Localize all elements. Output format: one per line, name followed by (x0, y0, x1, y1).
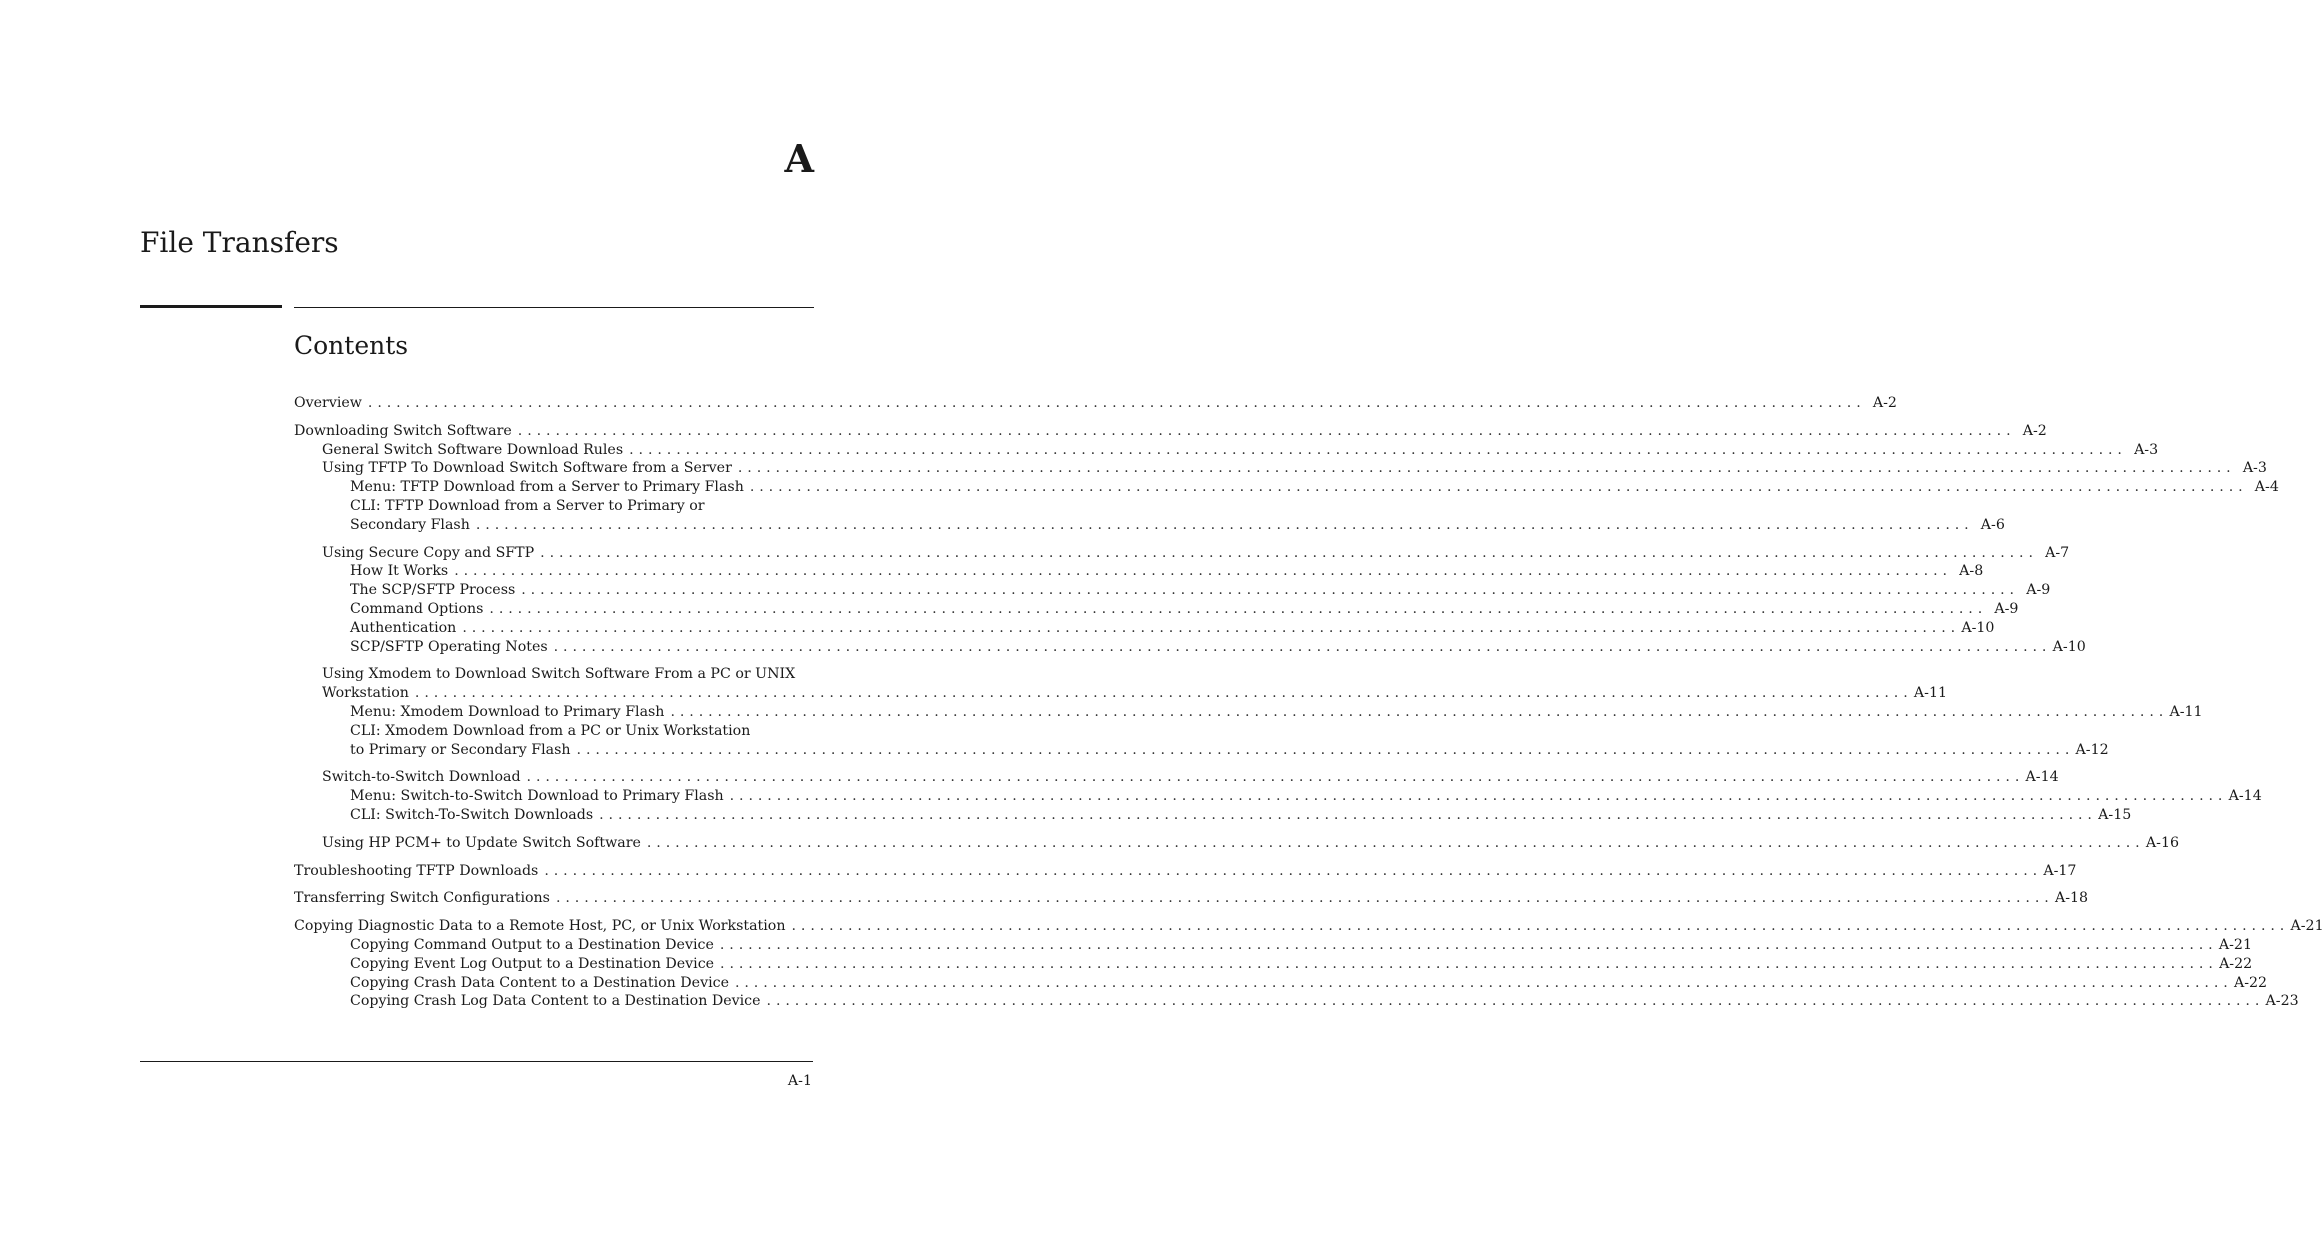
toc-leader-dots (785, 917, 2290, 936)
toc-leader-dots (571, 741, 2076, 760)
toc-entry[interactable] (294, 422, 2047, 441)
toc-entry-page: A-4 (2254, 479, 2279, 496)
toc-entry-page: A-16 (2145, 834, 2179, 851)
toc-entry[interactable] (294, 936, 2252, 955)
toc-entry-page: A-2 (2022, 422, 2047, 439)
toc-entry[interactable] (294, 889, 2089, 908)
toc-entry[interactable] (294, 768, 2059, 787)
toc-entry-title: Overview (294, 395, 362, 411)
toc-entry-page: A-11 (1913, 685, 1948, 702)
toc-entry[interactable] (294, 544, 2070, 563)
toc-leader-dots (538, 862, 2043, 881)
toc-entry-title: Troubleshooting TFTP Downloads (294, 862, 539, 879)
toc-entry-title: Authentication (350, 619, 457, 636)
toc-entry-page: A-6 (1980, 516, 2005, 533)
toc-entry[interactable] (294, 478, 2279, 497)
toc-leader-dots (664, 703, 2169, 722)
toc-entry-title: CLI: TFTP Download from a Server to Primary or (350, 497, 705, 514)
toc-entry[interactable] (294, 619, 1995, 638)
toc-entry[interactable] (294, 917, 2324, 936)
toc-entry[interactable] (294, 834, 2179, 853)
toc-leader-dots (456, 619, 1961, 638)
toc-entry[interactable] (294, 459, 2267, 478)
toc-entry-title: Menu: Xmodem Download to Primary Flash (350, 703, 665, 720)
toc-entry-page: A-22 (2233, 974, 2268, 991)
toc-entry-title: Copying Diagnostic Data to a Remote Host, PC, or Unix Workstation (294, 918, 786, 935)
toc-entry-title: Copying Event Log Output to a Destination Device (350, 955, 715, 972)
toc-entry[interactable] (294, 497, 2005, 535)
toc-entry-page: A-2 (1872, 395, 1897, 411)
table-of-contents (294, 394, 2324, 1011)
toc-entry-title: Using HP PCM+ to Update Switch Software (322, 834, 641, 851)
toc-entry[interactable] (294, 638, 2086, 657)
toc-leader-dots (362, 394, 1867, 413)
toc-entry-title: Copying Crash Log Data Content to a Destination Device (350, 993, 761, 1010)
toc-entry-title: Using TFTP To Download Switch Software from a Server (322, 460, 732, 477)
contents-heading: Contents (294, 331, 409, 360)
toc-entry-title: Menu: Switch-to-Switch Download to Primary Flash (350, 788, 724, 805)
toc-entry-page: A-15 (2098, 806, 2132, 823)
footer-rule (140, 1061, 813, 1062)
toc-leader-dots (515, 581, 2020, 600)
toc-leader-dots (732, 459, 2237, 478)
toc-leader-dots (729, 974, 2234, 993)
toc-leader-dots (409, 684, 1914, 703)
toc-entry[interactable] (294, 581, 2051, 600)
toc-entry[interactable] (294, 974, 2268, 993)
toc-leader-dots (593, 806, 2098, 825)
toc-entry-page: A-9 (1994, 600, 2019, 617)
chapter-title: File Transfers (140, 226, 339, 259)
toc-entry-page: A-10 (2052, 638, 2086, 655)
toc-entry-page: A-8 (1959, 563, 1984, 580)
toc-entry-page: A-21 (2290, 918, 2324, 935)
toc-entry-title: Secondary Flash (350, 516, 470, 533)
chapter-letter: A (784, 136, 814, 181)
toc-entry[interactable] (294, 955, 2253, 974)
toc-entry-title: to Primary or Secondary Flash (350, 741, 571, 758)
toc-entry-title: Switch-to-Switch Download (322, 769, 521, 786)
toc-entry-title: Transferring Switch Configurations (294, 890, 550, 907)
toc-entry-title: CLI: Xmodem Download from a PC or Unix Workstation (350, 722, 751, 739)
toc-leader-dots (714, 936, 2219, 955)
toc-entry-title: Workstation (322, 685, 409, 702)
toc-entry-page: A-18 (2054, 890, 2089, 907)
toc-entry-title: Copying Command Output to a Destination Device (350, 936, 714, 953)
toc-entry[interactable] (294, 862, 2077, 881)
toc-entry-title: Copying Crash Data Content to a Destination Device (350, 974, 729, 991)
toc-leader-dots (512, 422, 2017, 441)
toc-entry-title: General Switch Software Download Rules (322, 441, 624, 458)
toc-entry[interactable] (294, 722, 2109, 760)
toc-entry-title: Using Xmodem to Download Switch Software From a PC or UNIX (322, 666, 796, 683)
toc-leader-dots (534, 544, 2039, 563)
toc-leader-dots (470, 516, 1975, 535)
toc-entry[interactable] (294, 992, 2299, 1011)
toc-entry[interactable] (294, 806, 2132, 825)
toc-entry-title: Using Secure Copy and SFTP (322, 544, 535, 561)
toc-entry[interactable] (294, 562, 1984, 581)
toc-entry[interactable] (294, 600, 2019, 619)
chapter-rule-thin (294, 307, 814, 308)
toc-leader-dots (623, 441, 2128, 460)
toc-entry-page: A-11 (2169, 703, 2203, 720)
toc-entry-title: Downloading Switch Software (294, 422, 512, 439)
toc-entry[interactable] (294, 703, 2203, 722)
toc-leader-dots (550, 889, 2055, 908)
toc-entry-title: CLI: Switch-To-Switch Downloads (350, 806, 594, 823)
toc-entry-page: A-10 (1961, 619, 1995, 636)
toc-entry-page: A-3 (2242, 460, 2267, 477)
toc-leader-dots (483, 600, 1988, 619)
toc-entry-title: The SCP/SFTP Process (350, 582, 516, 599)
toc-entry-page: A-7 (2045, 544, 2070, 561)
toc-entry-page: A-3 (2134, 441, 2159, 458)
toc-entry-page: A-12 (2075, 741, 2109, 758)
chapter-rule-thick (140, 305, 282, 308)
toc-leader-dots (521, 768, 2026, 787)
toc-entry-title: How It Works (350, 563, 449, 580)
toc-entry[interactable] (294, 787, 2262, 806)
toc-entry[interactable] (294, 394, 1897, 413)
toc-leader-dots (761, 992, 2266, 1011)
toc-entry-page: A-14 (2025, 769, 2059, 786)
toc-leader-dots (448, 562, 1953, 581)
toc-entry-page: A-17 (2043, 862, 2077, 879)
toc-entry-title: SCP/SFTP Operating Notes (350, 638, 548, 655)
toc-entry-title: Command Options (350, 600, 484, 617)
toc-entry-page: A-21 (2218, 936, 2252, 953)
toc-entry[interactable] (294, 665, 1948, 703)
toc-leader-dots (548, 638, 2053, 657)
toc-entry[interactable] (294, 441, 2159, 460)
page-number: A-1 (787, 1073, 812, 1089)
toc-leader-dots (744, 478, 2249, 497)
toc-entry-page: A-22 (2219, 955, 2253, 972)
toc-leader-dots (714, 955, 2219, 974)
toc-entry-page: A-23 (2265, 993, 2299, 1010)
toc-entry-title: Menu: TFTP Download from a Server to Primary Flash (350, 479, 744, 496)
toc-leader-dots (641, 834, 2146, 853)
toc-entry-page: A-9 (2026, 582, 2051, 599)
toc-leader-dots (724, 787, 2229, 806)
toc-entry-page: A-14 (2228, 788, 2262, 805)
